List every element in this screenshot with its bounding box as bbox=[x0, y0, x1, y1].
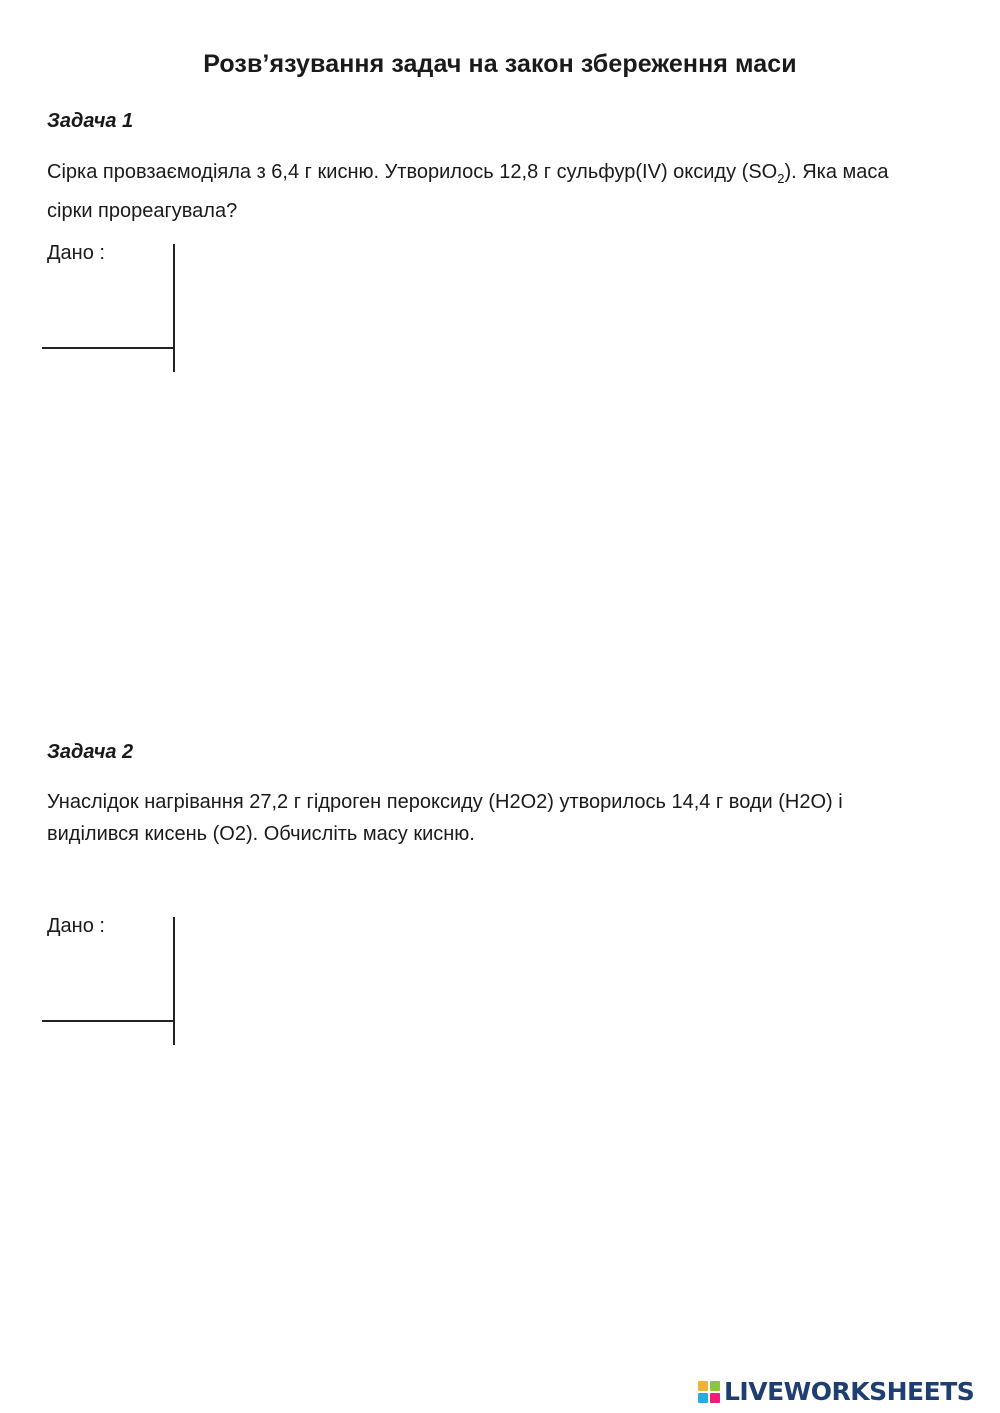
task-2-text-line-1: Унаслідок нагрівання 27,2 г гідроген пероксиду (Н2О2) утворилось 14,4 г води (Н2О) і bbox=[47, 791, 843, 813]
page-title: Розв’язування задач на закон збереження маси bbox=[203, 50, 797, 78]
task-2-text bbox=[47, 786, 967, 850]
logo-square-2 bbox=[710, 1381, 720, 1391]
task-1-heading: Задача 1 bbox=[47, 110, 134, 132]
task-1-text-part-2: ). Яка маса bbox=[784, 161, 889, 183]
liveworksheets-brand bbox=[698, 1377, 974, 1406]
task-1-text-line-2: сірки прореагувала? bbox=[47, 200, 238, 222]
liveworksheets-logo-icon bbox=[698, 1381, 720, 1403]
task-2-text-line-2: виділився кисень (О2). Обчисліть масу кисню. bbox=[47, 823, 475, 845]
task-2-given-label: Дано : bbox=[47, 915, 105, 937]
task-1-text-part-1: Сірка провзаємодіяла з 6,4 г кисню. Утворилось 12,8 г сульфур(IV) оксиду (SO bbox=[47, 161, 778, 183]
task-1-text bbox=[47, 156, 967, 227]
task-1-given-vertical-line bbox=[173, 244, 175, 372]
task-2-heading: Задача 2 bbox=[47, 741, 134, 763]
so2-subscript: 2 bbox=[777, 171, 785, 186]
task-1-given-label: Дано : bbox=[47, 242, 105, 264]
task-1-given-horizontal-line bbox=[42, 347, 174, 349]
task-1-text-line-1 bbox=[47, 156, 967, 195]
logo-square-1 bbox=[698, 1381, 708, 1391]
task-2-given-horizontal-line bbox=[42, 1020, 174, 1022]
logo-square-3 bbox=[698, 1393, 708, 1403]
logo-square-4 bbox=[710, 1393, 720, 1403]
liveworksheets-brand-text: LIVEWORKSHEETS bbox=[724, 1377, 975, 1406]
task-2-given-vertical-line bbox=[173, 917, 175, 1045]
